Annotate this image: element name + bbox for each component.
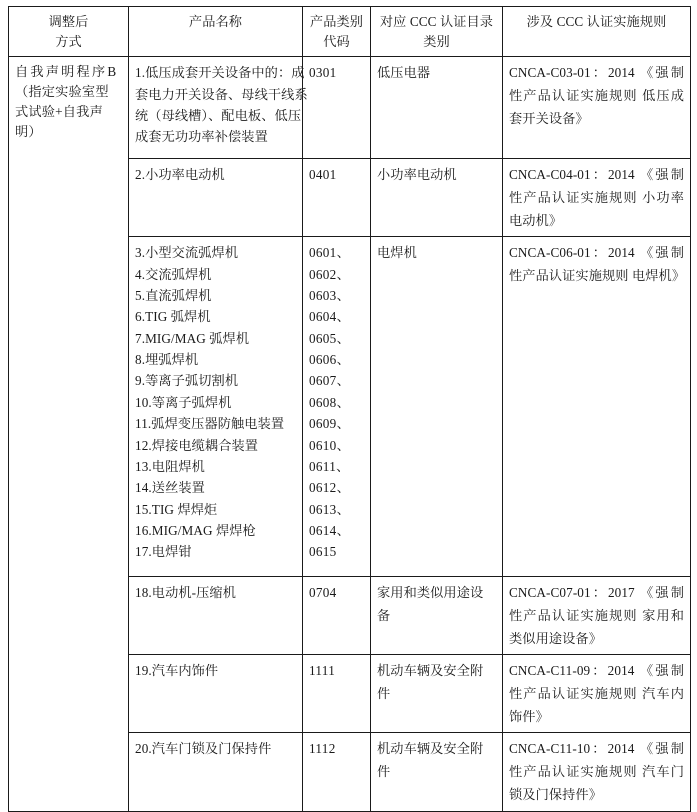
product-line-list (135, 582, 296, 603)
product-code: 0301 (309, 65, 337, 81)
catalog-category-text: 家用和类似用途设备 (377, 585, 484, 623)
table-body (9, 57, 691, 811)
product-line: 8.埋弧焊机 (135, 352, 199, 368)
product-line: 套电力开关设备、母线干线系 (135, 86, 308, 102)
header-product-code-line-2: 代码 (323, 34, 350, 50)
table-header (9, 7, 691, 57)
product-code: 0608、 (309, 394, 351, 410)
cell-product-code (303, 733, 371, 811)
mode-subtitle: （指定实验室型式试验+自我声明） (15, 84, 109, 140)
product-line: 19.汽车内饰件 (135, 663, 219, 679)
product-code: 0611、 (309, 458, 350, 474)
table-row (9, 57, 691, 159)
product-code: 0605、 (309, 330, 351, 346)
header-cell-product-code (303, 7, 371, 57)
product-line: 5.直流弧焊机 (135, 287, 212, 303)
implementation-rule-text: CNCA-C11-10：2014 《强制性产品认证实施规则 汽车门锁及门保持件》 (509, 741, 684, 802)
product-code: 1111 (309, 663, 336, 679)
product-line: 15.TIG 焊焊炬 (135, 501, 218, 517)
cell-implementation-rule (503, 159, 691, 237)
product-line: 6.TIG 弧焊机 (135, 309, 211, 325)
product-line: 13.电阻焊机 (135, 458, 205, 474)
product-code: 0614、 (309, 523, 351, 539)
header-cell-product-name (129, 7, 303, 57)
header-cell-catalog-category (371, 7, 503, 57)
product-line: 17.电焊钳 (135, 544, 192, 560)
product-code: 0615 (309, 544, 337, 560)
mode-title: 自我声明程序B (15, 64, 119, 80)
cell-product-name (129, 237, 303, 577)
product-line: 9.等离子弧切割机 (135, 373, 239, 389)
product-line: 1.低压成套开关设备中的：成 (135, 65, 305, 81)
product-line-list (135, 164, 296, 185)
product-code: 0604、 (309, 309, 351, 325)
cell-product-name (129, 159, 303, 237)
cell-product-name (129, 733, 303, 811)
product-code: 0607、 (309, 373, 351, 389)
product-code: 0606、 (309, 352, 351, 368)
product-line: 10.等离子弧焊机 (135, 394, 232, 410)
implementation-rule-text: CNCA-C06-01：2014 《强制性产品认证实施规则 电焊机》 (509, 245, 686, 283)
cell-product-code (303, 577, 371, 655)
implementation-rule-text: CNCA-C03-01：2014 《强制性产品认证实施规则 低压成套开关设备》 (509, 65, 684, 126)
header-product-code-line-1: 产品类别 (309, 14, 364, 29)
cell-catalog-category (371, 733, 503, 811)
implementation-rule-text: CNCA-C11-09：2014 《强制性产品认证实施规则 汽车内饰件》 (509, 663, 684, 724)
cell-implementation-rule (503, 577, 691, 655)
cell-catalog-category (371, 655, 503, 733)
cell-product-code (303, 159, 371, 237)
product-code: 0603、 (309, 287, 351, 303)
product-code: 0612、 (309, 480, 351, 496)
product-line: 12.焊接电缆耦合装置 (135, 437, 259, 453)
header-product-name-line-1: 产品名称 (188, 14, 243, 29)
product-line-list (135, 242, 296, 563)
header-cell-mode (9, 7, 129, 57)
product-code: 0609、 (309, 416, 351, 432)
product-line: 7.MIG/MAG 弧焊机 (135, 330, 250, 346)
implementation-rule-text: CNCA-C04-01：2014 《强制性产品认证实施规则 小功率电动机》 (509, 167, 684, 228)
cell-product-code (303, 655, 371, 733)
catalog-category-text: 低压电器 (377, 65, 431, 81)
cell-implementation-rule (503, 57, 691, 159)
header-mode-line-2: 方式 (55, 34, 82, 50)
product-code: 0613、 (309, 501, 351, 517)
cell-product-code (303, 237, 371, 577)
header-catalog-category-line-2: 类别 (423, 34, 450, 50)
cell-product-name (129, 655, 303, 733)
header-cell-implementation-rule (503, 7, 691, 57)
product-line: 16.MIG/MAG 焊焊枪 (135, 523, 256, 539)
catalog-category-text: 电焊机 (377, 245, 417, 261)
cell-implementation-rule (503, 733, 691, 811)
product-code: 1112 (309, 741, 336, 757)
cell-implementation-rule (503, 237, 691, 577)
cell-product-code (303, 57, 371, 159)
product-code: 0610、 (309, 437, 351, 453)
product-code: 0704 (309, 585, 337, 601)
product-line: 3.小型交流弧焊机 (135, 245, 239, 261)
header-row (9, 7, 691, 57)
cell-product-name (129, 577, 303, 655)
catalog-category-text: 小功率电动机 (377, 167, 457, 183)
product-line: 18.电动机-压缩机 (135, 585, 237, 601)
product-line: 2.小功率电动机 (135, 167, 225, 183)
cell-catalog-category (371, 577, 503, 655)
mode-merged-cell (9, 57, 129, 811)
product-line: 成套无功功率补偿装置 (135, 129, 268, 145)
ccc-certification-table (8, 6, 691, 812)
product-line: 14.送丝装置 (135, 480, 205, 496)
cell-catalog-category (371, 159, 503, 237)
product-line: 11.弧焊变压器防触电装置 (135, 416, 285, 432)
cell-catalog-category (371, 237, 503, 577)
header-catalog-category-line-1: 对应 CCC 认证目录 (379, 14, 494, 29)
cell-product-name (129, 57, 308, 159)
cell-catalog-category (371, 57, 503, 159)
product-code: 0401 (309, 167, 337, 183)
header-mode-line-1: 调整后 (48, 14, 89, 29)
cell-implementation-rule (503, 655, 691, 733)
product-line: 20.汽车门锁及门保持件 (135, 741, 272, 757)
catalog-category-text: 机动车辆及安全附件 (377, 741, 484, 780)
product-code-list (309, 242, 364, 563)
catalog-category-text: 机动车辆及安全附件 (377, 663, 484, 702)
header-implementation-rule-line-1: 涉及 CCC 认证实施规则 (526, 14, 667, 29)
product-line-list (135, 660, 296, 681)
product-line: 统（母线槽）、配电板、低压 (135, 107, 302, 123)
product-line-list (135, 62, 308, 148)
implementation-rule-text: CNCA-C07-01：2017 《强制性产品认证实施规则 家用和类似用途设备》 (509, 585, 684, 646)
product-line-list (135, 738, 296, 759)
product-code: 0602、 (309, 266, 351, 282)
product-code: 0601、 (309, 245, 351, 261)
product-line: 4.交流弧焊机 (135, 266, 212, 282)
